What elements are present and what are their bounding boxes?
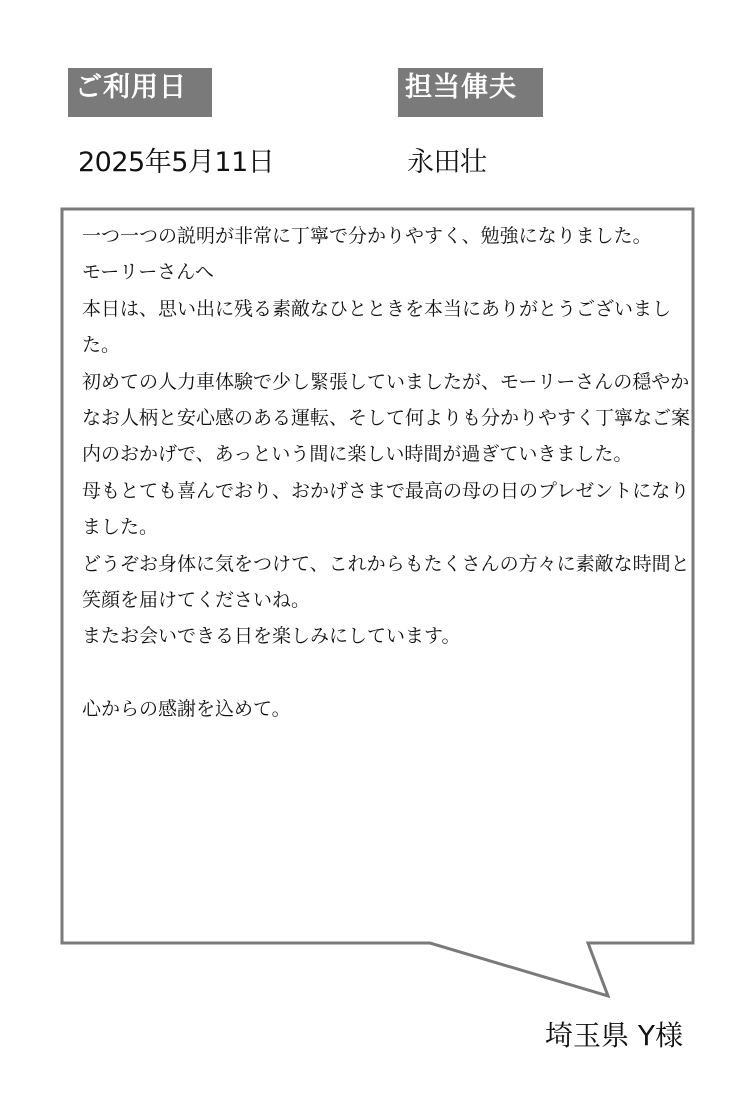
message-paragraph: 本日は、思い出に残る素敵なひとときを本当にありがとうございました。	[82, 297, 672, 357]
message-paragraph: 心からの感謝を込めて。	[82, 698, 291, 721]
testimonial-message	[82, 218, 692, 728]
staff-label: 担当俥夫	[398, 68, 543, 117]
message-paragraph: モーリーさんへ	[82, 261, 214, 284]
message-paragraph: 初めての人力車体験で少し緊張していましたが、モーリーさんの穏やかなお人柄と安心感のある運転、そして何よりも分かりやすく丁寧なご案内のおかげで、あっという間に楽しい時間が過ぎていきました。	[82, 370, 691, 466]
message-paragraph: どうぞお身体に気をつけて、これからもたくさんの方々に素敵な時間と笑顔を届けてくださいね。	[82, 552, 690, 612]
usage-date-label: ご利用日	[68, 68, 212, 117]
staff-name-value: 永田壮	[407, 147, 487, 178]
customer-signature: 埼玉県 Y様	[544, 1019, 683, 1052]
message-paragraph: またお会いできる日を楽しみにしています。	[82, 625, 461, 648]
message-paragraph: 一つ一つの説明が非常に丁寧で分かりやすく、勉強になりました。	[82, 225, 652, 247]
usage-date-value: 2025年5月11日	[78, 147, 275, 178]
message-blank-line	[82, 655, 692, 691]
message-paragraph: 母もとても喜んでおり、おかげさまで最高の母の日のプレゼントになりました。	[82, 479, 690, 539]
